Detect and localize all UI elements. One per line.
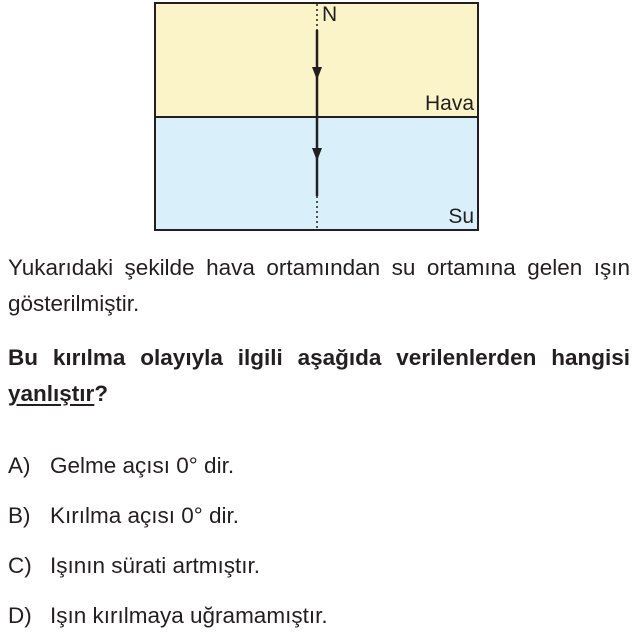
refraction-diagram xyxy=(154,0,480,232)
question-prompt-text: Bu kırılma olayıyla ilgili aşağıda verilenlerden hangisi xyxy=(8,345,630,370)
option-c-letter: C) xyxy=(8,553,32,578)
question-prompt xyxy=(8,340,630,412)
option-b-letter: B) xyxy=(8,503,31,528)
air-label: Hava xyxy=(424,92,474,115)
question-emphasis: yanlıştır xyxy=(8,381,95,406)
option-a-text: Gelme açısı 0° dir. xyxy=(50,453,235,478)
option-d-letter: D) xyxy=(8,603,32,628)
option-a[interactable] xyxy=(8,448,234,484)
option-b[interactable] xyxy=(8,498,239,534)
option-a-letter: A) xyxy=(8,453,31,478)
question-stem: Yukarıdaki şekilde hava ortamından su ortamına gelen ışın gösterilmiştir. xyxy=(8,255,630,316)
question-mark: ? xyxy=(94,381,109,406)
refraction-diagram-svg xyxy=(154,0,480,232)
option-d-text: Işın kırılmaya uğramamıştır. xyxy=(50,603,328,628)
option-b-text: Kırılma açısı 0° dir. xyxy=(50,503,240,528)
water-label: Su xyxy=(448,205,474,228)
option-c-text: Işının sürati artmıştır. xyxy=(50,553,261,578)
option-d[interactable] xyxy=(8,598,328,634)
normal-label: N xyxy=(322,3,338,26)
option-c[interactable] xyxy=(8,548,260,584)
